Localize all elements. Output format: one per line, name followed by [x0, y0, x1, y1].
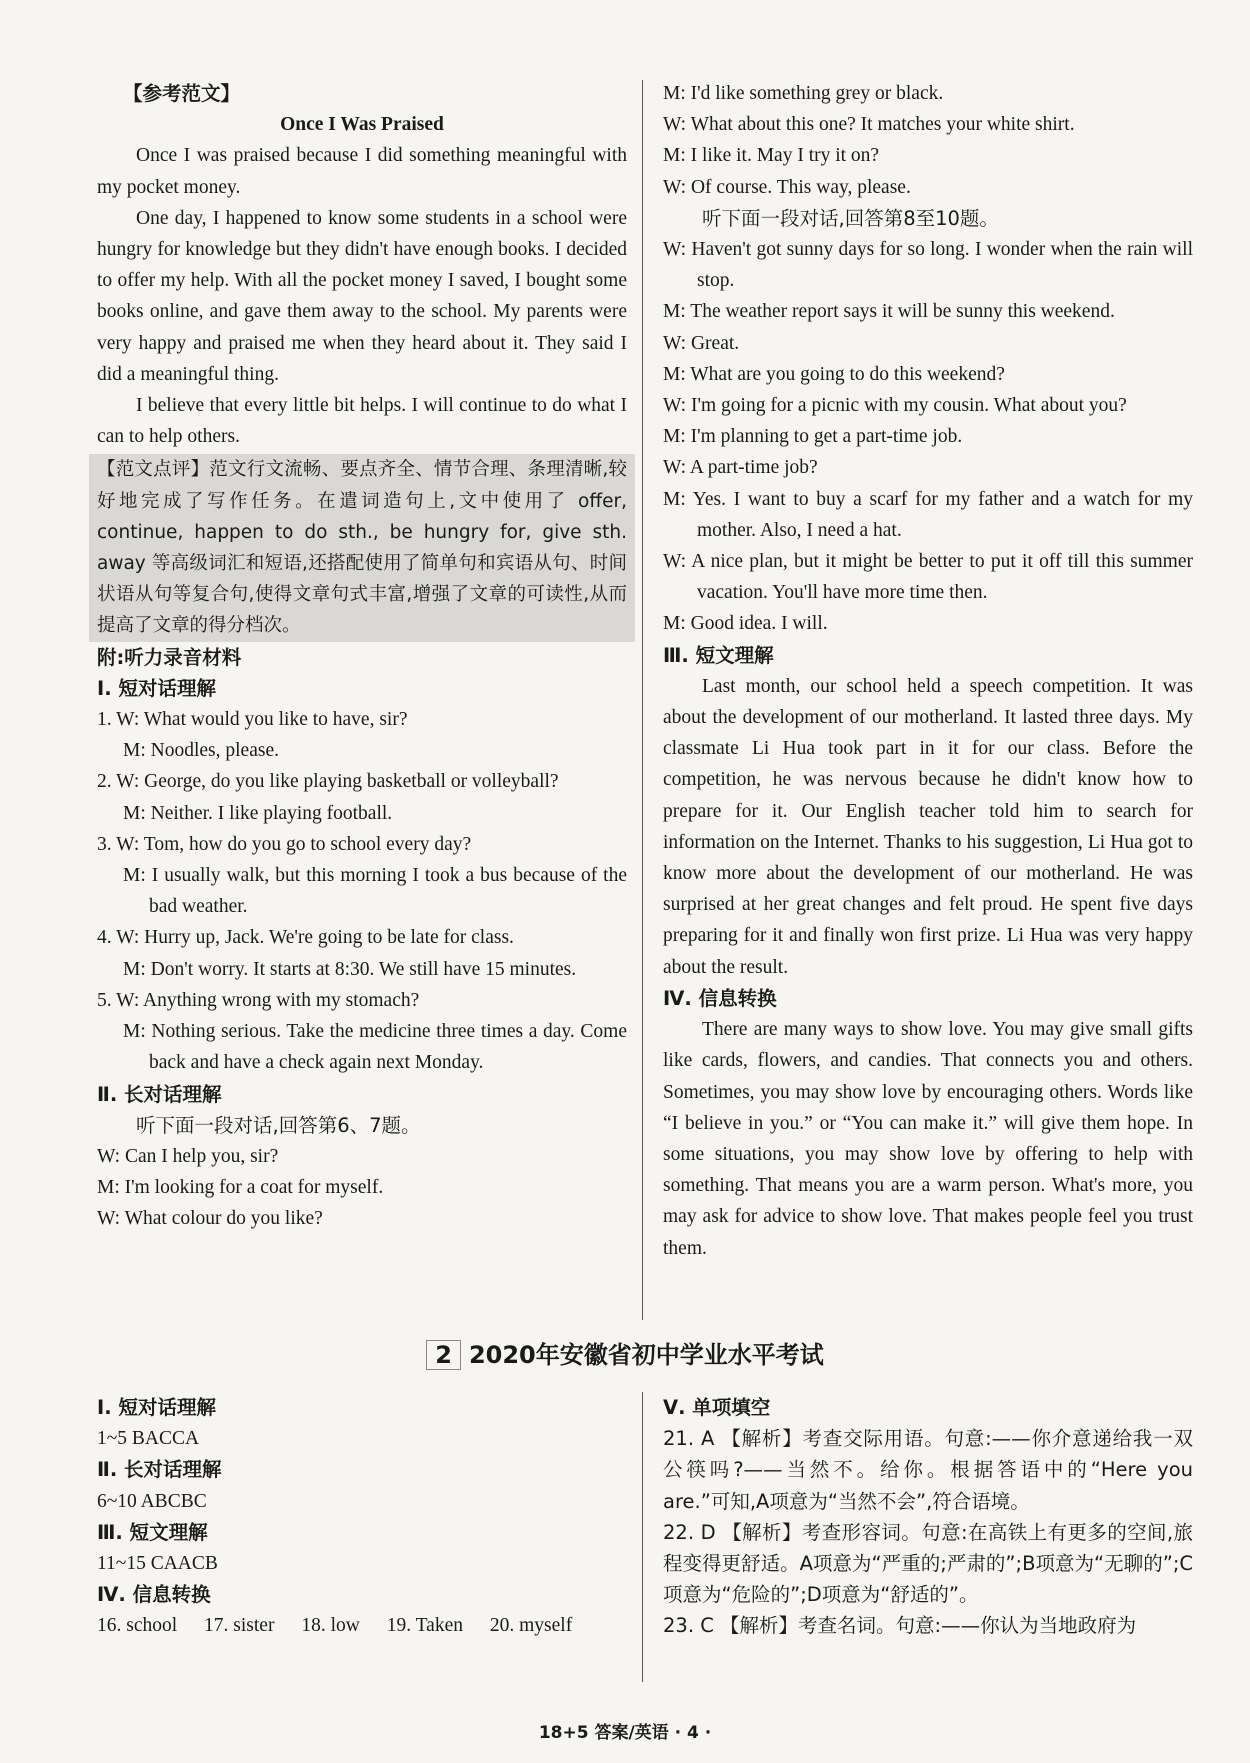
sample-essay-heading: 【参考范文】 — [123, 82, 241, 105]
info-answer: 19. Taken — [386, 1615, 463, 1637]
dialog-line: W: Of course. This way, please. — [663, 176, 911, 198]
dialog-line-m: M: Nothing serious. Take the medicine three times a day. Come back and have a check again next Monday. — [123, 1021, 627, 1074]
part2-title: Ⅱ. 长对话理解 — [97, 1082, 222, 1106]
dialog-line-w: 5. W: Anything wrong with my stomach? — [97, 989, 420, 1011]
dialog-line-m: M: Neither. I like playing football. — [123, 802, 393, 824]
part3-title: Ⅲ. 短文理解 — [663, 643, 774, 667]
info-answers — [97, 1610, 627, 1641]
part4-title: Ⅳ. 信息转换 — [663, 986, 777, 1010]
essay-paragraph: I believe that every little bit helps. I will continue to do what I can to help others. — [97, 395, 627, 448]
dialog-line-w: 2. W: George, do you like playing basketball or volleyball? — [97, 771, 559, 793]
answers-right-column — [663, 1392, 1193, 1642]
dialog-line-w: 1. W: What would you like to have, sir? — [97, 709, 408, 731]
dialog-line: W: What colour do you like? — [97, 1208, 323, 1230]
dialog-line-m: M: I usually walk, but this morning I took a bus because of the bad weather. — [123, 865, 627, 918]
column-divider — [642, 80, 643, 1320]
dialog-line-w: 4. W: Hurry up, Jack. We're going to be late for class. — [97, 927, 514, 949]
answer-label: Ⅳ. 信息转换 — [97, 1583, 211, 1607]
dialog-line: W: A nice plan, but it might be better to put it off till this summer vacation. You'll have more time then. — [663, 551, 1193, 604]
dialog-line: M: I like it. May I try it on? — [663, 145, 880, 167]
dialog-line: W: Can I help you, sir? — [97, 1145, 279, 1167]
info-answer: 16. school — [97, 1615, 178, 1637]
dialog-line: M: Yes. I want to buy a scarf for my father and a watch for my mother. Also, I need a hat. — [663, 488, 1193, 541]
part5-title: Ⅴ. 单项填空 — [663, 1396, 771, 1419]
info-answer: 17. sister — [204, 1615, 275, 1637]
explanation: 21. A 【解析】考查交际用语。句意:——你介意递给我一双公筷吗?——当然不。给你。根据答语中的“Here you are.”可知,A项意为“当然不会”,符合语境。 — [663, 1427, 1193, 1513]
part3-text: Last month, our school held a speech competition. It was about the development of our motherland. It lasted three days. My classmate Li Hua took part in it for our class. Before the competition, he was nervous because he didn't know how to prepare for it. Our English teacher told him to search for information on the Internet. Thanks to his suggestion, Li Hua got to know more about the development of our motherland. He was surprised at her great changes and felt proud. He spent five days preparing for it and finally won first prize. Li Hua was very happy about the result. — [663, 675, 1193, 978]
info-answer: 20. myself — [489, 1615, 573, 1637]
dialog-line: W: I'm going for a picnic with my cousin. What about you? — [663, 395, 1127, 417]
answer-label: Ⅲ. 短文理解 — [97, 1520, 208, 1544]
answers-left-column — [97, 1392, 627, 1642]
part2-intro: 听下面一段对话,回答第8至10题。 — [702, 206, 999, 230]
dialog-line: M: I'd like something grey or black. — [663, 83, 944, 104]
dialog-line: M: I'm looking for a coat for myself. — [97, 1177, 384, 1199]
part2-intro: 听下面一段对话,回答第6、7题。 — [136, 1113, 421, 1137]
essay-paragraph: Once I was praised because I did something meaningful with my pocket money. — [97, 145, 627, 198]
answer-value: 11~15 CAACB — [97, 1553, 218, 1575]
right-column — [663, 78, 1193, 1264]
dialog-line-m: M: Noodles, please. — [123, 740, 279, 762]
dialog-line-w: 3. W: Tom, how do you go to school every day? — [97, 833, 472, 855]
dialog-line: M: The weather report says it will be sunny this weekend. — [663, 301, 1115, 323]
section-title — [0, 1335, 1250, 1370]
dialog-line: W: A part-time job? — [663, 457, 818, 479]
column-divider-bottom — [642, 1392, 643, 1682]
section-title-text: 2020年安徽省初中学业水平考试 — [468, 1341, 824, 1369]
dialog-line: W: Great. — [663, 332, 740, 354]
explanation: 23. C 【解析】考查名词。句意:——你认为当地政府为 — [663, 1614, 1137, 1638]
essay-paragraph: One day, I happened to know some students in a school were hungry for knowledge but they didn't have enough books. I decided to offer my help. With all the pocket money I saved, I bought some books online, and gave them away to the school. My parents were very happy and praised me when they heard about it. They said I did a meaningful thing. — [97, 207, 627, 385]
page-footer: 18+5 答案/英语 · 4 · — [538, 1723, 712, 1743]
info-answer: 18. low — [301, 1615, 360, 1637]
section-number: 2 — [426, 1340, 461, 1370]
essay-review: 【范文点评】范文行文流畅、要点齐全、情节合理、条理清晰,较好地完成了写作任务。在遣词造句上,文中使用了 offer, continue, happen to do sth., be hungry for, give sth. away 等高级词汇和短语,还搭配使用了简单句和宾语从句、时间状语从句等复合句,使得文章句式丰富,增强了文章的可读性,从而提高了文章的得分档次。 — [89, 454, 635, 641]
left-column — [97, 78, 627, 1235]
dialog-line: M: I'm planning to get a part-time job. — [663, 426, 963, 448]
answer-value: 1~5 BACCA — [97, 1428, 200, 1450]
dialog-line: M: What are you going to do this weekend? — [663, 363, 1005, 385]
part4-text: There are many ways to show love. You may give small gifts like cards, flowers, and candies. That connects you and others. Sometimes, you may show love by encouraging others. Words like “I believe in you.” or “You can make it.” will give them hope. In some situations, you may show love by offering to help with something. That means you are a warm person. What's more, you may ask for advice to show love. That makes people feel you trust them. — [663, 1019, 1193, 1259]
answer-label: Ⅰ. 短对话理解 — [97, 1396, 216, 1419]
answer-value: 6~10 ABCBC — [97, 1490, 207, 1512]
essay-title: Once I Was Praised — [280, 114, 444, 136]
dialog-line: W: Haven't got sunny days for so long. I wonder when the rain will stop. — [663, 239, 1193, 292]
listening-heading: 附:听力录音材料 — [97, 645, 242, 669]
answer-label: Ⅱ. 长对话理解 — [97, 1458, 222, 1482]
dialog-line: W: What about this one? It matches your white shirt. — [663, 114, 1075, 136]
explanation: 22. D 【解析】考查形容词。句意:在高铁上有更多的空间,旅程变得更舒适。A项意为“严重的;严肃的”;B项意为“无聊的”;C项意为“危险的”;D项意为“舒适的”。 — [663, 1520, 1193, 1607]
part1-title: Ⅰ. 短对话理解 — [97, 676, 216, 700]
dialog-line-m: M: Don't worry. It starts at 8:30. We still have 15 minutes. — [123, 958, 577, 980]
dialog-line: M: Good idea. I will. — [663, 613, 828, 635]
